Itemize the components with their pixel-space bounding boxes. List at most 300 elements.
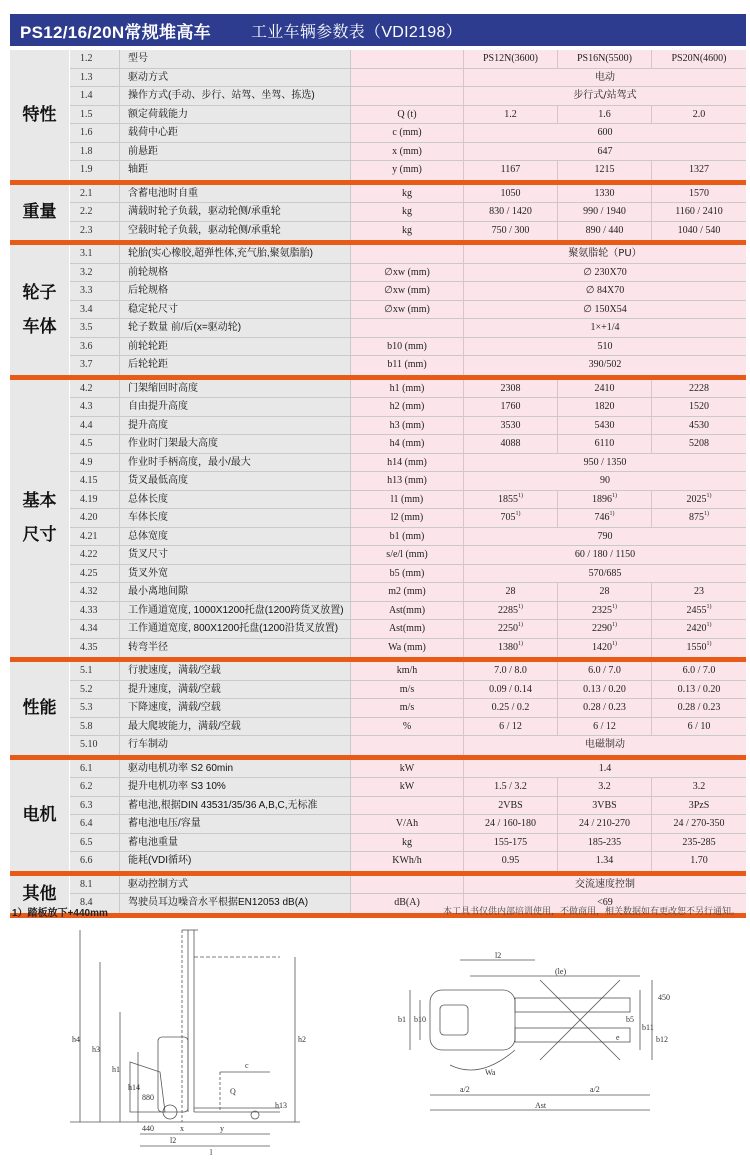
- value-text: PS16N(5500): [576, 53, 632, 64]
- row-value: [558, 699, 652, 717]
- section-label: 特性: [10, 50, 70, 180]
- row-value: [652, 699, 746, 717]
- row-description: 行驶速度，满载/空载: [120, 662, 351, 680]
- row-value: [558, 815, 652, 833]
- row-number: 4.33: [70, 602, 120, 620]
- row-value: [464, 834, 558, 852]
- table-row: [70, 417, 746, 436]
- top-label-ast: Ast: [535, 1101, 547, 1110]
- side-label-h4: h4: [72, 1035, 80, 1044]
- row-description: 驾驶员耳边噪音水平根据EN12053 dB(A): [120, 894, 351, 913]
- row-number: 2.1: [70, 185, 120, 203]
- row-value: [652, 797, 746, 815]
- row-number: 6.4: [70, 815, 120, 833]
- table-row: [70, 815, 746, 834]
- footnote-mark: 1): [706, 603, 712, 610]
- footnote: 1）踏板放下+440mm: [12, 908, 108, 919]
- value-text: 1327: [689, 164, 709, 175]
- top-label-le: (le): [555, 967, 567, 976]
- footnote-mark: 1): [706, 622, 712, 628]
- disclaimer: 本工具书仅供内部培训使用，不做商用，相关数据如有更改恕不另行通知。: [442, 906, 740, 916]
- value-text: 24 / 270-350: [673, 818, 725, 829]
- value-text: 2325: [592, 604, 612, 616]
- row-unit: Q (t): [351, 106, 464, 124]
- row-description: 驱动电机功率 S2 60min: [120, 760, 351, 778]
- row-unit: x (mm): [351, 143, 464, 161]
- row-description: 货叉外宽: [120, 565, 351, 583]
- row-value: [558, 417, 652, 435]
- row-value: [652, 718, 746, 736]
- value-text: 4088: [500, 438, 521, 449]
- row-number: 6.3: [70, 797, 120, 815]
- row-description: 稳定轮尺寸: [120, 301, 351, 319]
- row-number: 1.2: [70, 50, 120, 68]
- row-value-shared: 570/685: [464, 565, 746, 583]
- row-unit: km/h: [351, 662, 464, 680]
- row-number: 4.34: [70, 620, 120, 638]
- row-unit: [351, 319, 464, 337]
- row-description: 操作方式(手动、步行、站驾、坐驾、拣选): [120, 87, 351, 105]
- value-text: 0.95: [501, 855, 520, 866]
- value-text: 705: [500, 512, 516, 523]
- table-row: [70, 736, 746, 755]
- table-row: [70, 380, 746, 399]
- row-value: [652, 50, 746, 68]
- value-text: 2.0: [692, 108, 706, 120]
- value-text: 830 / 1420: [489, 206, 532, 217]
- row-value: [558, 602, 652, 620]
- row-unit: dB(A): [351, 894, 464, 913]
- table-row: [70, 472, 746, 491]
- row-number: 3.6: [70, 338, 120, 356]
- row-value: [652, 852, 746, 871]
- row-number: 1.8: [70, 143, 120, 161]
- value-text: 2290: [592, 623, 612, 634]
- row-value: [558, 681, 652, 699]
- side-view-svg: [70, 922, 370, 1157]
- value-text: 1855: [498, 493, 518, 505]
- top-label-e: e: [616, 1033, 620, 1042]
- value-text: 1.5 / 3.2: [494, 781, 527, 792]
- row-description: 前轮规格: [120, 264, 351, 282]
- row-number: 4.9: [70, 454, 120, 472]
- value-text: 1.2: [504, 108, 517, 120]
- value-text: 3.2: [692, 781, 706, 792]
- row-value-shared: 电磁制动: [464, 736, 746, 755]
- row-number: 4.2: [70, 380, 120, 398]
- row-number: 4.35: [70, 639, 120, 658]
- side-label-h13: h13: [275, 1101, 287, 1110]
- value-text: 2285: [498, 604, 518, 616]
- row-unit: ∅xw (mm): [351, 282, 464, 300]
- value-text: 24 / 160-180: [484, 818, 537, 829]
- row-description: 工作通道宽度, 1000X1200托盘(1200跨货叉放置): [120, 602, 351, 620]
- table-row: [70, 546, 746, 565]
- table-row: [70, 282, 746, 301]
- row-number: 3.7: [70, 356, 120, 375]
- value-text: 155-175: [493, 836, 528, 848]
- row-value: [558, 203, 652, 221]
- section-label: 其他: [10, 876, 70, 913]
- row-description: 驱动方式: [120, 69, 351, 87]
- row-number: 1.6: [70, 124, 120, 142]
- table-row: [70, 565, 746, 584]
- row-value-shared: 交流速度控制: [464, 876, 746, 894]
- value-text: 2025: [686, 493, 707, 505]
- row-value: [464, 161, 558, 180]
- row-unit: h13 (mm): [351, 472, 464, 490]
- side-label-y: y: [220, 1124, 224, 1133]
- row-description: 提升高度: [120, 417, 351, 435]
- table-row: [70, 106, 746, 125]
- table-row: [70, 699, 746, 718]
- value-text: PS20N(4600): [671, 53, 727, 64]
- value-text: 1570: [689, 187, 709, 199]
- row-value: [558, 852, 652, 871]
- row-unit: b10 (mm): [351, 338, 464, 356]
- value-text: 750 / 300: [491, 224, 530, 236]
- row-description: 前轮轮距: [120, 338, 351, 356]
- row-description: 满载时轮子负载，驱动轮侧/承重轮: [120, 203, 351, 221]
- row-unit: c (mm): [351, 124, 464, 142]
- row-unit: [351, 50, 464, 68]
- value-text: 1160 / 2410: [675, 206, 723, 217]
- row-description: 提升电机功率 S3 10%: [120, 778, 351, 796]
- row-unit: [351, 69, 464, 87]
- row-value: [558, 380, 652, 398]
- row-description: 蓄电池,根据DIN 43531/35/36 A,B,C,无标准: [120, 797, 351, 815]
- row-value: [558, 834, 652, 852]
- table-row: [70, 681, 746, 700]
- row-value-shared: 1×+1/4: [464, 319, 746, 337]
- row-value: [652, 417, 746, 435]
- table-row: [70, 301, 746, 320]
- row-unit: [351, 736, 464, 755]
- spec-section: [10, 380, 746, 658]
- row-number: 3.5: [70, 319, 120, 337]
- row-value: [558, 718, 652, 736]
- value-text: 890 / 440: [585, 224, 624, 236]
- row-description: 门架缩回时高度: [120, 380, 351, 398]
- spec-section: [10, 50, 746, 180]
- row-description: 空载时轮子负载，驱动轮侧/承重轮: [120, 222, 351, 241]
- row-value-shared: ∅ 84X70: [464, 282, 746, 300]
- row-unit: kg: [351, 222, 464, 241]
- top-label-wa: Wa: [485, 1068, 496, 1077]
- row-value: [464, 797, 558, 815]
- value-text: 2VBS: [498, 799, 523, 811]
- value-text: PS12N(3600): [482, 53, 538, 64]
- side-label-l: l: [210, 1148, 213, 1157]
- row-value: [464, 380, 558, 398]
- row-description: 车体长度: [120, 509, 351, 527]
- row-value: [652, 583, 746, 601]
- row-value: [652, 639, 746, 658]
- row-value: [652, 491, 746, 509]
- footnote-mark: 1): [706, 640, 712, 647]
- row-number: 4.20: [70, 509, 120, 527]
- row-description: 工作通道宽度, 800X1200托盘(1200沿货叉放置): [120, 620, 351, 638]
- row-value: [652, 222, 746, 241]
- row-description: 自由提升高度: [120, 398, 351, 416]
- value-text: 1820: [594, 401, 615, 412]
- row-value: [558, 778, 652, 796]
- row-unit: V/Ah: [351, 815, 464, 833]
- row-unit: %: [351, 718, 464, 736]
- row-number: 6.6: [70, 852, 120, 871]
- footnote-mark: 1): [612, 492, 617, 499]
- table-row: [70, 161, 746, 180]
- top-view-svg: [390, 950, 690, 1150]
- value-text: 1167: [500, 164, 521, 175]
- value-text: 3.2: [598, 781, 611, 792]
- row-value: [558, 509, 652, 527]
- row-value: [464, 681, 558, 699]
- top-label-b11: b11: [642, 1023, 654, 1032]
- value-text: 3PzS: [688, 799, 710, 811]
- row-value: [652, 602, 746, 620]
- row-description: 最大爬坡能力，满载/空载: [120, 718, 351, 736]
- row-number: 4.15: [70, 472, 120, 490]
- row-description: 轮子数量 前/后(x=驱动轮): [120, 319, 351, 337]
- value-text: 1550: [686, 641, 707, 653]
- row-value: [558, 662, 652, 680]
- table-row: [70, 245, 746, 264]
- row-number: 3.3: [70, 282, 120, 300]
- table-row: [70, 760, 746, 779]
- row-value: [652, 662, 746, 680]
- row-description: 型号: [120, 50, 351, 68]
- header-title: PS12/16/20N常规堆高车: [20, 22, 211, 42]
- top-view-drawing: [390, 950, 690, 1150]
- table-row: [70, 454, 746, 473]
- row-number: 2.2: [70, 203, 120, 221]
- row-description: 转弯半径: [120, 639, 351, 658]
- section-label: 重量: [10, 185, 70, 241]
- row-number: 8.1: [70, 876, 120, 894]
- row-number: 4.5: [70, 435, 120, 453]
- row-value: [558, 106, 652, 124]
- row-number: 3.2: [70, 264, 120, 282]
- row-unit: y (mm): [351, 161, 464, 180]
- footnote-mark: 1): [518, 622, 523, 628]
- side-view-drawing: [70, 922, 370, 1157]
- value-text: 2410: [594, 382, 615, 394]
- row-value: [464, 203, 558, 221]
- row-unit: s/e/l (mm): [351, 546, 464, 564]
- table-row: [70, 338, 746, 357]
- section-label: 轮子 车体: [10, 245, 70, 375]
- row-value-shared: 950 / 1350: [464, 454, 746, 472]
- row-value-shared: 647: [464, 143, 746, 161]
- top-label-b1: b1: [398, 1015, 406, 1024]
- row-description: 货叉尺寸: [120, 546, 351, 564]
- side-label-h14: h14: [128, 1083, 140, 1092]
- row-unit: kg: [351, 834, 464, 852]
- footnote-mark: 1): [518, 603, 523, 610]
- table-row: [70, 852, 746, 871]
- row-unit: l2 (mm): [351, 509, 464, 527]
- footnote-mark: 1): [704, 511, 709, 517]
- row-value: [558, 639, 652, 658]
- value-text: 746: [594, 512, 610, 523]
- value-text: 0.09 / 0.14: [489, 683, 532, 695]
- value-text: 1380: [498, 641, 518, 653]
- row-description: 总体宽度: [120, 528, 351, 546]
- row-number: 4.22: [70, 546, 120, 564]
- row-value-shared: <69: [464, 894, 746, 913]
- row-number: 6.5: [70, 834, 120, 852]
- value-text: 6 / 10: [687, 720, 711, 732]
- value-text: 1.34: [595, 855, 614, 866]
- side-label-880: 880: [142, 1093, 154, 1102]
- spec-section: [10, 185, 746, 241]
- side-label-c: c: [245, 1061, 249, 1070]
- table-row: [70, 87, 746, 106]
- value-text: 28: [505, 586, 516, 597]
- row-unit: m/s: [351, 681, 464, 699]
- table-row: [70, 528, 746, 547]
- row-value: [464, 662, 558, 680]
- row-value-shared: 790: [464, 528, 746, 546]
- row-value: [464, 222, 558, 241]
- row-description: 蓄电池电压/容量: [120, 815, 351, 833]
- value-text: 28: [599, 586, 610, 597]
- value-text: 5208: [689, 438, 709, 449]
- row-unit: b11 (mm): [351, 356, 464, 375]
- table-row: [70, 203, 746, 222]
- value-text: 1.70: [690, 855, 708, 866]
- row-description: 总体长度: [120, 491, 351, 509]
- table-row: [70, 398, 746, 417]
- row-value: [558, 620, 652, 638]
- top-label-a2-right: a/2: [590, 1085, 600, 1094]
- row-unit: [351, 876, 464, 894]
- table-row: [70, 509, 746, 528]
- row-number: 4.19: [70, 491, 120, 509]
- row-description: 后轮规格: [120, 282, 351, 300]
- top-label-450: 450: [658, 993, 670, 1002]
- footnote-mark: 1): [518, 492, 523, 499]
- page-header: [10, 14, 746, 46]
- table-row: [70, 185, 746, 204]
- row-value: [464, 435, 558, 453]
- spec-table: [10, 50, 746, 918]
- row-value: [558, 398, 652, 416]
- row-unit: kg: [351, 185, 464, 203]
- footnote-mark: 1): [706, 492, 712, 499]
- row-unit: b5 (mm): [351, 565, 464, 583]
- row-value: [652, 203, 746, 221]
- row-unit: m2 (mm): [351, 583, 464, 601]
- row-description: 驱动控制方式: [120, 876, 351, 894]
- row-value: [558, 185, 652, 203]
- row-value: [464, 50, 558, 68]
- row-unit: [351, 245, 464, 263]
- row-number: 1.9: [70, 161, 120, 180]
- row-number: 3.1: [70, 245, 120, 263]
- value-text: 4530: [689, 419, 709, 431]
- row-value: [558, 50, 652, 68]
- side-label-h1: h1: [112, 1065, 120, 1074]
- row-value: [464, 106, 558, 124]
- row-value: [464, 699, 558, 717]
- row-number: 5.1: [70, 662, 120, 680]
- row-value-shared: 90: [464, 472, 746, 490]
- row-value: [464, 583, 558, 601]
- spec-section: [10, 662, 746, 755]
- row-value: [558, 491, 652, 509]
- value-text: 6.0 / 7.0: [682, 665, 716, 676]
- row-number: 1.5: [70, 106, 120, 124]
- row-value-shared: ∅ 230X70: [464, 264, 746, 282]
- table-row: [70, 876, 746, 895]
- value-text: 1040 / 540: [677, 224, 721, 236]
- row-value: [652, 620, 746, 638]
- table-row: [70, 718, 746, 737]
- value-text: 5430: [594, 419, 615, 431]
- row-value: [652, 681, 746, 699]
- row-unit: b1 (mm): [351, 528, 464, 546]
- row-description: 后轮轮距: [120, 356, 351, 375]
- top-label-b12: b12: [656, 1035, 668, 1044]
- table-row: [70, 435, 746, 454]
- table-row: [70, 797, 746, 816]
- row-value: [464, 398, 558, 416]
- spec-section: [10, 760, 746, 871]
- value-text: 23: [694, 586, 704, 597]
- row-unit: kW: [351, 760, 464, 778]
- row-number: 5.8: [70, 718, 120, 736]
- row-number: 4.21: [70, 528, 120, 546]
- table-row: [70, 778, 746, 797]
- row-value-shared: 600: [464, 124, 746, 142]
- row-unit: [351, 87, 464, 105]
- row-value: [464, 185, 558, 203]
- row-value: [652, 778, 746, 796]
- row-value: [558, 583, 652, 601]
- row-number: 8.4: [70, 894, 120, 913]
- header-subtitle: 工业车辆参数表（VDI2198）: [250, 23, 463, 41]
- row-unit: l1 (mm): [351, 491, 464, 509]
- value-text: 0.13 / 0.20: [583, 683, 626, 695]
- side-label-h2: h2: [298, 1035, 306, 1044]
- row-number: 4.25: [70, 565, 120, 583]
- row-value: [464, 778, 558, 796]
- row-description: 轮胎(实心橡胶,超弹性体,充气胎,聚氨脂胎): [120, 245, 351, 263]
- row-description: 下降速度，满载/空载: [120, 699, 351, 717]
- row-value: [652, 106, 746, 124]
- row-number: 2.3: [70, 222, 120, 241]
- row-unit: Ast(mm): [351, 602, 464, 620]
- side-label-440: 440: [142, 1124, 154, 1133]
- top-label-l2: l2: [495, 951, 502, 960]
- row-value: [464, 417, 558, 435]
- value-text: 2420: [686, 623, 707, 634]
- row-unit: h14 (mm): [351, 454, 464, 472]
- value-text: 1330: [594, 187, 615, 199]
- value-text: 185-235: [587, 836, 622, 848]
- section-label: 电机: [10, 760, 70, 871]
- row-value-shared: 聚氨脂轮（PU）: [464, 245, 746, 263]
- row-value: [652, 834, 746, 852]
- row-number: 4.32: [70, 583, 120, 601]
- row-unit: m/s: [351, 699, 464, 717]
- row-value: [464, 620, 558, 638]
- side-label-q: Q: [230, 1087, 236, 1096]
- row-value: [464, 509, 558, 527]
- row-number: 1.3: [70, 69, 120, 87]
